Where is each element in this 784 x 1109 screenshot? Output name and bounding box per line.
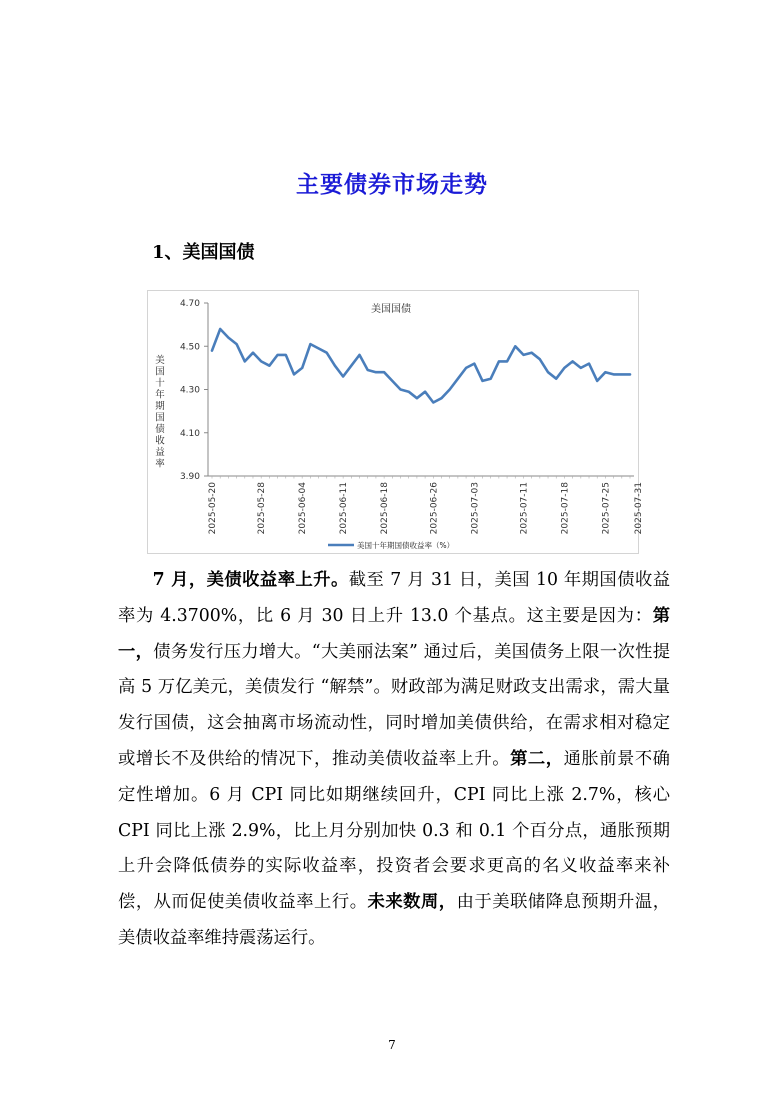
data-point (392, 380, 393, 381)
x-tick-label: 2025-07-31 (634, 481, 645, 535)
data-point (293, 374, 294, 375)
data-point (244, 361, 245, 362)
y-axis-label (155, 354, 165, 470)
data-point (523, 354, 524, 355)
data-point (269, 365, 270, 366)
y-axis-label-char: 率 (155, 458, 165, 470)
data-point (474, 363, 475, 364)
data-point (310, 343, 311, 344)
data-point (621, 374, 622, 375)
data-point (211, 350, 212, 351)
y-axis-label-char: 美 (155, 355, 165, 366)
data-point (457, 378, 458, 379)
legend-label: 美国十年期国债收益率（%） (357, 541, 455, 550)
data-point (498, 361, 499, 362)
data-point (605, 372, 606, 373)
y-axis-label-char: 债 (155, 424, 165, 435)
data-point (220, 328, 221, 329)
data-point (367, 369, 368, 370)
data-point (588, 363, 589, 364)
x-tick-label: 2025-06-18 (380, 482, 391, 535)
data-point (465, 367, 466, 368)
y-axis-label-char: 益 (155, 447, 165, 458)
data-point (359, 354, 360, 355)
data-point (490, 378, 491, 379)
data-point (351, 365, 352, 366)
bold-first: 第一， (118, 605, 670, 662)
y-axis-label-char: 收 (155, 435, 165, 447)
x-tick-label: 2025-07-18 (560, 482, 571, 535)
chart-title: 美国国债 (371, 304, 411, 315)
data-point (236, 343, 237, 344)
x-tick-label: 2025-06-11 (339, 482, 350, 535)
data-point (228, 337, 229, 338)
x-axis (208, 476, 644, 534)
text-segment: 截至 7 月 31 日，美国 10 年期国债收益率为 4.3700%，比 6 月 30 日上升 13.0 个基点。这主要是因为： (118, 570, 671, 626)
y-axis-label-char: 年 (155, 389, 165, 401)
y-tick-label: 4.10 (179, 428, 200, 439)
series-line-us10y (212, 329, 630, 403)
legend (328, 540, 454, 550)
data-point (580, 367, 581, 368)
chart-canvas (148, 291, 645, 555)
data-point (556, 378, 557, 379)
body-paragraph (118, 563, 670, 957)
data-point (252, 352, 253, 353)
x-tick-label: 2025-07-11 (519, 482, 530, 535)
y-axis-label-char: 十 (155, 378, 165, 389)
data-point (261, 361, 262, 362)
x-tick-label: 2025-07-25 (601, 481, 612, 535)
data-point (285, 354, 286, 355)
section-heading: 1、美国国债 (152, 242, 255, 263)
y-tick-label: 4.70 (179, 299, 200, 309)
data-point (531, 352, 532, 353)
text-segment: 由于美联储降息预期升温，美债收益率维持震荡运行。 (118, 892, 670, 948)
data-point (449, 389, 450, 390)
data-point (302, 367, 303, 368)
data-point (416, 398, 417, 399)
data-point (547, 372, 548, 373)
x-tick-label: 2025-05-28 (257, 482, 268, 535)
data-point (375, 372, 376, 373)
bold-outlook: 未来数周， (367, 892, 457, 913)
data-point (506, 361, 507, 362)
y-axis-label-char: 国 (155, 366, 165, 378)
y-tick-label: 4.30 (179, 385, 200, 396)
data-point (408, 391, 409, 392)
data-point (629, 374, 630, 375)
page-title: 主要债券市场走势 (296, 171, 488, 198)
x-tick-label: 2025-07-03 (470, 482, 481, 535)
data-point (384, 372, 385, 373)
lead-sentence: 7 月，美债收益率上升。 (152, 570, 349, 590)
treasury-yield-chart (147, 290, 645, 554)
data-point (400, 389, 401, 390)
paragraph-us-treasury (118, 563, 670, 957)
data-point (318, 348, 319, 349)
x-tick-label: 2025-06-04 (298, 482, 309, 535)
x-tick-label: 2025-05-20 (208, 482, 218, 535)
text-segment: 债务发行压力增大。“大美丽法案” 通过后，美国债务上限一次性提高 5 万亿美元，美债发行 “解禁”。财政部为满足财政支出需求，需大量发行国债，这会抽离市场流动性，同时增加美债供给，在需求相对稳定或增长不及供给的情况下，推动美债收益率上升。 (118, 641, 670, 769)
data-point (277, 354, 278, 355)
y-axis-label-char: 期 (155, 401, 165, 412)
data-point (613, 374, 614, 375)
data-point (515, 346, 516, 347)
data-point (539, 359, 540, 360)
series-group (211, 328, 630, 403)
text-segment: 通胀前景不确定性增加。6 月 CPI 同比如期继续回升，CPI 同比上涨 2.7%，核心 CPI 同比上涨 2.9%，比上月分别加快 0.3 和 0.1 个百分点，通胀预期上升会降低债券的实际收益率，投资者会要求更高的名义收益率来补偿，从而促使美债收益率上行。 (118, 748, 670, 913)
data-point (597, 380, 598, 381)
data-point (326, 352, 327, 353)
data-point (572, 361, 573, 362)
page-number: 7 (388, 1038, 396, 1052)
data-point (564, 367, 565, 368)
y-axis (180, 299, 208, 482)
data-point (424, 391, 425, 392)
y-tick-label: 4.50 (179, 342, 200, 353)
bold-second: 第二， (510, 748, 564, 769)
data-point (433, 402, 434, 403)
x-tick-label: 2025-06-26 (429, 482, 440, 535)
y-axis-label-char: 国 (155, 412, 165, 424)
data-point (334, 365, 335, 366)
data-point (343, 376, 344, 377)
y-tick-label: 3.90 (179, 472, 200, 482)
data-point (482, 380, 483, 381)
data-point (441, 398, 442, 399)
